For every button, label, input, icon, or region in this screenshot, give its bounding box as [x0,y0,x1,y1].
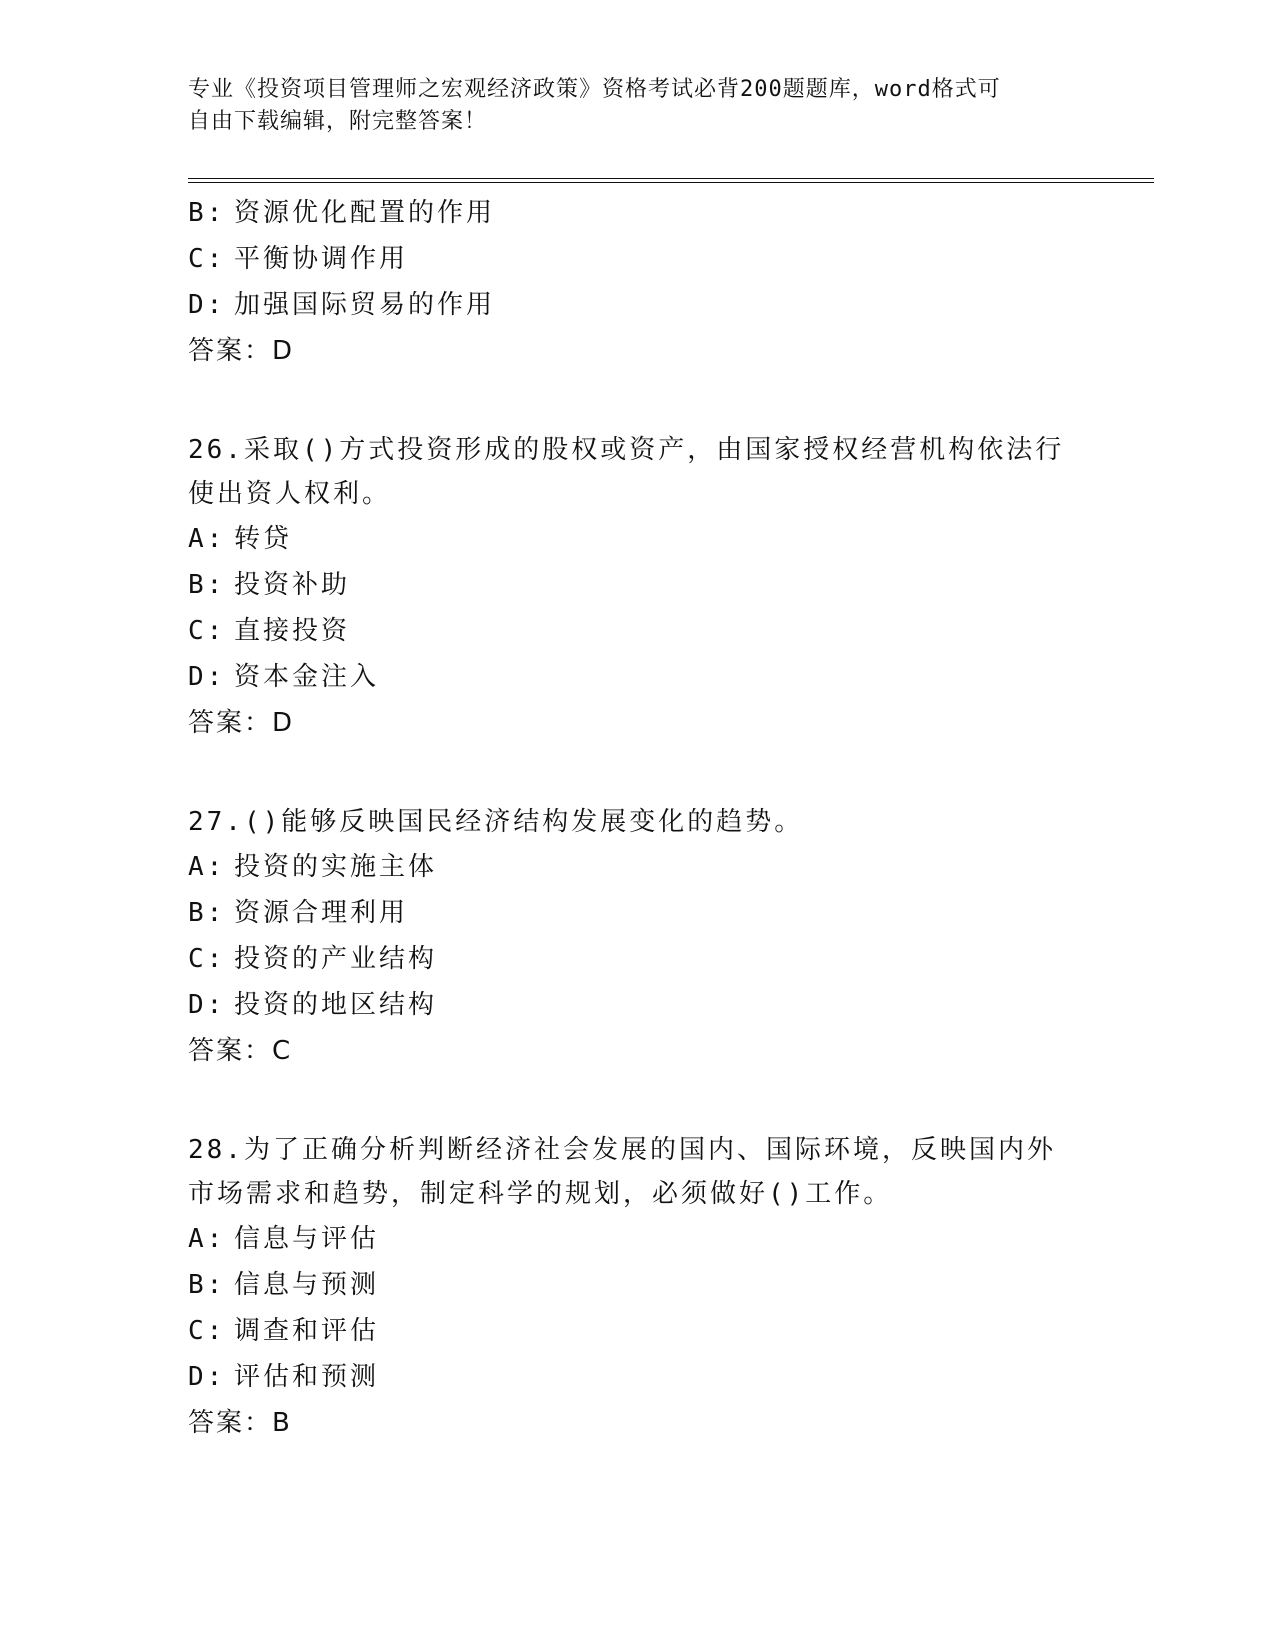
option-d [188,982,1088,1028]
header-line-1: 专业《投资项目管理师之宏观经济政策》资格考试必背200题题库，word格式可 [188,77,1001,102]
prev-question-block [188,190,1088,374]
option-key: D: [188,290,226,320]
option-c [188,608,1088,654]
option-c [188,236,1088,282]
document-header [188,74,1068,138]
option-text: 资源合理利用 [234,898,409,928]
answer-label: 答案： [188,336,273,366]
option-key: D: [188,990,226,1020]
option-text: 信息与评估 [234,1224,380,1254]
option-text: 直接投资 [234,616,351,646]
option-key: A: [188,524,226,554]
option-a [188,516,1088,562]
option-text: 信息与预测 [234,1270,380,1300]
option-text: 评估和预测 [234,1362,380,1392]
answer-line [188,700,1088,746]
option-key: C: [188,616,226,646]
answer-value: B [272,1408,292,1438]
answer-label: 答案： [188,1036,273,1066]
option-text: 投资的实施主体 [234,852,438,882]
question-stem: 28.为了正确分析判断经济社会发展的国内、国际环境，反映国内外市场需求和趋势，制定科学的规划，必须做好()工作。 [188,1135,1056,1209]
option-key: A: [188,1224,226,1254]
option-text: 调查和评估 [234,1316,380,1346]
answer-line [188,1400,1088,1446]
option-text: 资源优化配置的作用 [234,198,496,228]
option-a [188,1216,1088,1262]
option-key: A: [188,852,226,882]
option-b [188,1262,1088,1308]
answer-label: 答案： [188,708,273,738]
question-27 [188,800,1088,1074]
option-key: B: [188,570,226,600]
option-b [188,562,1088,608]
option-text: 加强国际贸易的作用 [234,290,496,320]
option-text: 转贷 [234,524,293,554]
option-text: 资本金注入 [234,662,380,692]
option-b [188,890,1088,936]
question-stem: 27.()能够反映国民经济结构发展变化的趋势。 [188,807,804,837]
option-key: B: [188,1270,226,1300]
option-key: B: [188,198,226,228]
header-line-2: 自由下载编辑，附完整答案！ [188,109,488,134]
answer-line [188,1028,1088,1074]
option-a [188,844,1088,890]
option-key: D: [188,1362,226,1392]
option-b [188,190,1088,236]
option-text: 投资补助 [234,570,351,600]
answer-value: D [272,708,295,738]
question-stem: 26.采取()方式投资形成的股权或资产，由国家授权经营机构依法行使出资人权利。 [188,435,1065,509]
option-key: B: [188,898,226,928]
header-divider [188,178,1154,183]
option-text: 平衡协调作用 [234,244,409,274]
option-text: 投资的产业结构 [234,944,438,974]
option-text: 投资的地区结构 [234,990,438,1020]
question-26 [188,428,1088,746]
answer-line [188,328,1088,374]
option-d [188,1354,1088,1400]
option-d [188,654,1088,700]
option-d [188,282,1088,328]
answer-value: C [272,1036,293,1066]
question-28 [188,1128,1088,1446]
answer-value: D [272,336,295,366]
option-key: C: [188,944,226,974]
answer-label: 答案： [188,1408,273,1438]
option-key: C: [188,1316,226,1346]
option-c [188,936,1088,982]
option-c [188,1308,1088,1354]
option-key: D: [188,662,226,692]
option-key: C: [188,244,226,274]
question-list [188,190,1088,1446]
